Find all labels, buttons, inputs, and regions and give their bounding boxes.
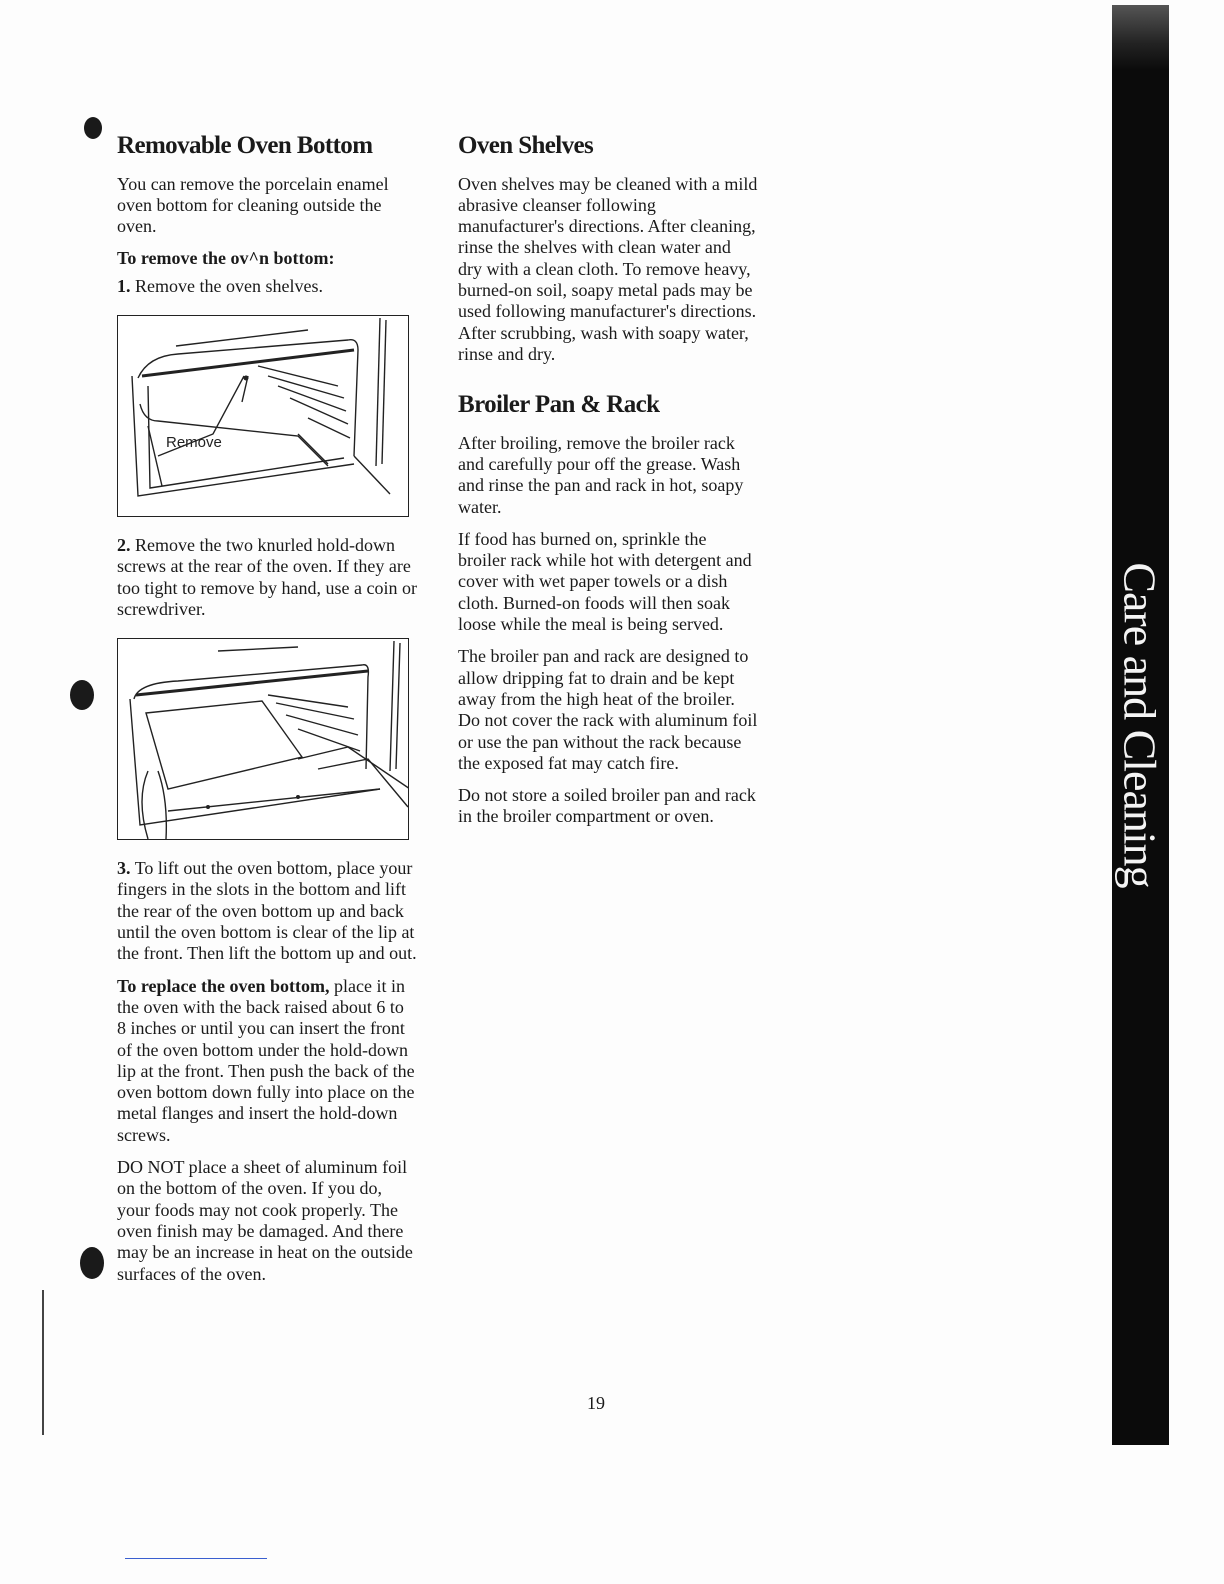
left-column <box>117 132 417 1296</box>
broiler-paragraph-3: The broiler pan and rack are designed to allow dripping fat to drain and be kept away from the high heat of the broiler. Do not cover the rack with aluminum foil or use the pan without the rack because the exposed fat may catch fire. <box>458 646 758 773</box>
replace-lead: To replace the oven bottom, <box>117 975 330 996</box>
broiler-paragraph-1: After broiling, remove the broiler rack and carefully pour off the grease. Wash and rinse the pan and rack in hot, soapy water. <box>458 432 744 517</box>
step-3-number: 3. <box>117 858 131 879</box>
remove-subheading: To remove the ov^n bottom: <box>117 248 335 269</box>
step-1-number: 1. <box>117 275 131 296</box>
broiler-paragraph-2: If food has burned on, sprinkle the broiler rack while hot with detergent and cover with wet paper towels or a dish cloth. Burned-on foods will then soak loose while the meal is being served. <box>458 528 752 635</box>
oven-shelves-text: Oven shelves may be cleaned with a mild abrasive cleanser following manufacturer's directions. After cleaning, rinse the shelves with clean water and dry with a clean cloth. To remove heavy, burned-on soil, soapy metal pads may be used following manufacturer's directions. After scrubbing, wash with soapy water, rinse and dry. <box>458 173 758 364</box>
step-1 <box>117 276 417 297</box>
foil-warning: DO NOT place a sheet of aluminum foil on the bottom of the oven. If you do, your foods may not cook properly. The oven finish may be damaged. And there may be an increase in heat on the outside surfaces of the oven. <box>117 1157 413 1284</box>
right-column <box>458 132 758 839</box>
binder-hole-mark <box>70 680 94 710</box>
section-tab-top <box>1112 5 1169 70</box>
removable-oven-bottom-heading: Removable Oven Bottom <box>117 132 373 159</box>
broiler-paragraph-4: Do not store a soiled broiler pan and rack in the broiler compartment or oven. <box>458 785 756 827</box>
intro-paragraph: You can remove the porcelain enamel oven bottom for cleaning outside the oven. <box>117 173 389 237</box>
step-3 <box>117 858 417 964</box>
oven-remove-illustration <box>117 315 409 517</box>
oven-bottom-lift-drawing <box>118 639 408 839</box>
broiler-pan-heading: Broiler Pan & Rack <box>458 391 660 419</box>
step-2-number: 2. <box>117 534 131 555</box>
bottom-rule <box>125 1558 267 1559</box>
oven-shelves-heading: Oven Shelves <box>458 132 594 159</box>
replace-text: place it in the oven with the back raised about 6 to 8 inches or until you can insert the front of the oven bottom under the hold-down lip at the front. Then push the back of the oven bottom down fully into place on the metal flanges and insert the hold-down screws. <box>117 975 415 1145</box>
step-1-text: Remove the oven shelves. <box>135 275 323 296</box>
oven-bottom-hands-illustration <box>117 638 409 840</box>
page-number: 19 <box>587 1393 605 1413</box>
step-2-text: Remove the two knurled hold-down screws at the rear of the oven. If they are too tight to remove by hand, use a coin or screwdriver. <box>117 534 417 619</box>
oven-shelves-drawing <box>118 316 408 516</box>
remove-callout-label: Remove <box>166 433 222 451</box>
section-tab-label: Care and Cleaning <box>1114 562 1166 888</box>
step-2 <box>117 535 417 620</box>
step-3-text: To lift out the oven bottom, place your fingers in the slots in the bottom and lift the rear of the oven bottom up and back until the oven bottom is clear of the lip at the front. Then lift the bottom up and out. <box>117 858 417 964</box>
replace-paragraph <box>117 976 417 1146</box>
margin-rule <box>42 1290 44 1435</box>
binder-hole-mark <box>84 117 102 139</box>
binder-hole-mark <box>80 1247 104 1279</box>
